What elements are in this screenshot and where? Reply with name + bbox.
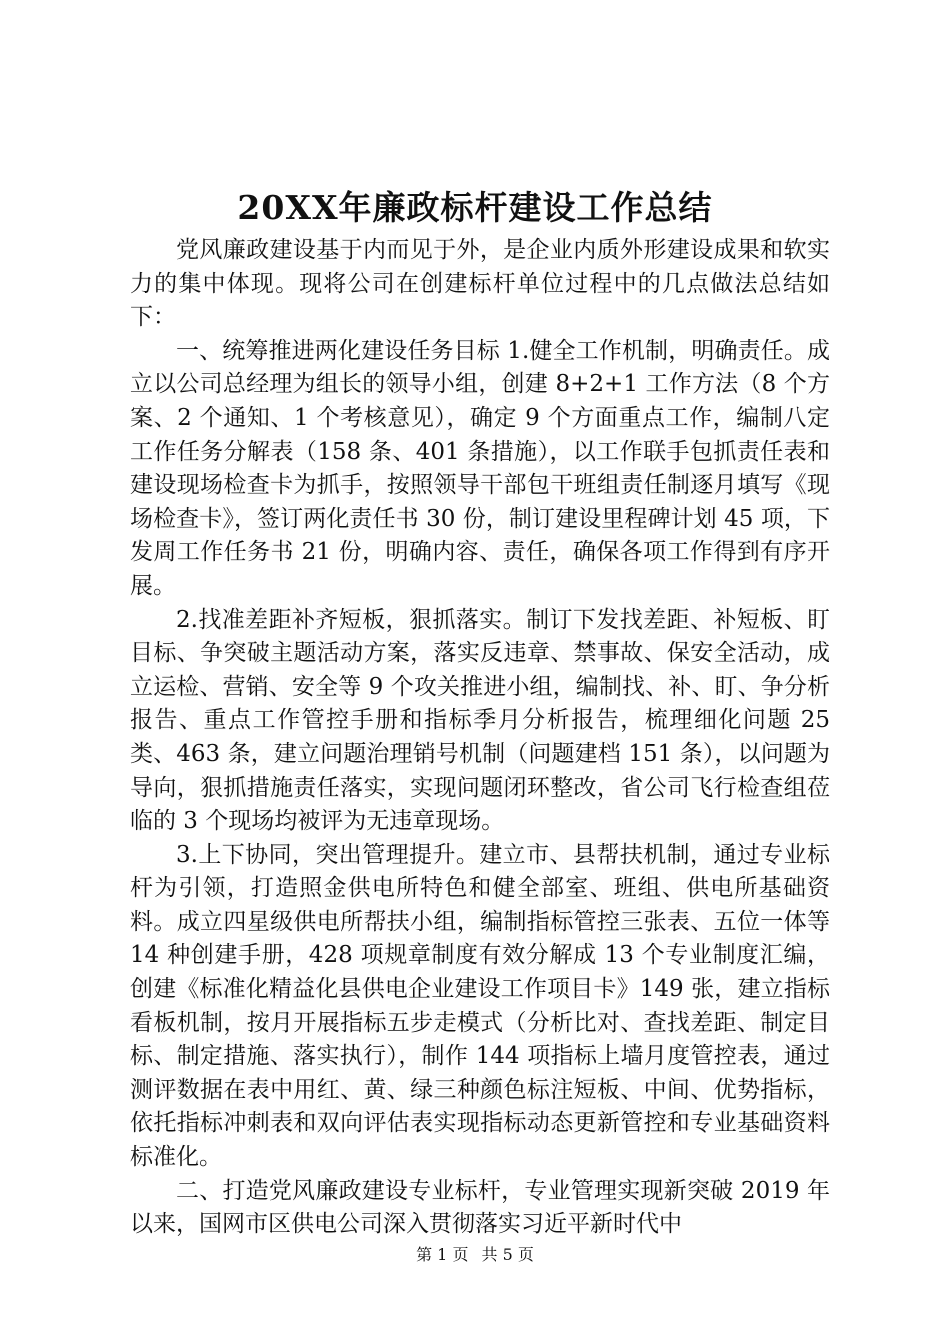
page-footer <box>0 1244 950 1266</box>
paragraph-section-2: 二、打造党风廉政建设专业标杆，专业管理实现新突破 2019 年以来，国网市区供电公司深入贯彻落实习近平新时代中 <box>130 1177 830 1238</box>
document-title: 20XX年廉政标杆建设工作总结 <box>237 188 713 227</box>
paragraph-intro: 党风廉政建设基于内而见于外，是企业内质外形建设成果和软实力的集中体现。现将公司在创建标杆单位过程中的几点做法总结如下： <box>130 237 830 331</box>
page-total: 共 5 页 <box>481 1245 534 1264</box>
paragraph-section-1-item-1: 一、统筹推进两化建设任务目标 1.健全工作机制，明确责任。成立以公司总经理为组长的领导小组，创建 8+2+1 工作方法（8 个方案、2 个通知、1 个考核意见），确定 9 个方面重点工作，编制八定工作任务分解表（158 条、401 条措施），以工作联手包抓责任表和建设现场检查卡为抓手，按照领导干部包干班组责任制逐月填写《现场检查卡》，签订两化责任书 30 份，制订建设里程碑计划 45 项，下发周工作任务书 21 份，明确内容、责任，确保各项工作得到有序开展。 <box>130 337 830 599</box>
document-body <box>130 234 830 1242</box>
paragraph-section-1-item-2: 2.找准差距补齐短板，狠抓落实。制订下发找差距、补短板、盯目标、争突破主题活动方案，落实反违章、禁事故、保安全活动，成立运检、营销、安全等 9 个攻关推进小组，编制找、补、盯、争分析报告、重点工作管控手册和指标季月分析报告，梳理细化问题 25 类、463 条，建立问题治理销号机制（问题建档 151 条），以问题为导向，狠抓措施责任落实，实现问题闭环整改，省公司飞行检查组莅临的 3 个现场均被评为无违章现场。 <box>130 606 830 835</box>
paragraph-section-1-item-3: 3.上下协同，突出管理提升。建立市、县帮扶机制，通过专业标杆为引领，打造照金供电所特色和健全部室、班组、供电所基础资料。成立四星级供电所帮扶小组，编制指标管控三张表、五位一体等 14 种创建手册，428 项规章制度有效分解成 13 个专业制度汇编，创建《标准化精益化县供电企业建设工作项目卡》149 张，建立指标看板机制，按月开展指标五步走模式（分析比对、查找差距、制定目标、制定措施、落实执行），制作 144 项指标上墙月度管控表，通过测评数据在表中用红、黄、绿三种颜色标注短板、中间、优势指标，依托指标冲刺表和双向评估表实现指标动态更新管控和专业基础资料标准化。 <box>130 841 830 1171</box>
page-number: 第 1 页 <box>416 1245 469 1264</box>
